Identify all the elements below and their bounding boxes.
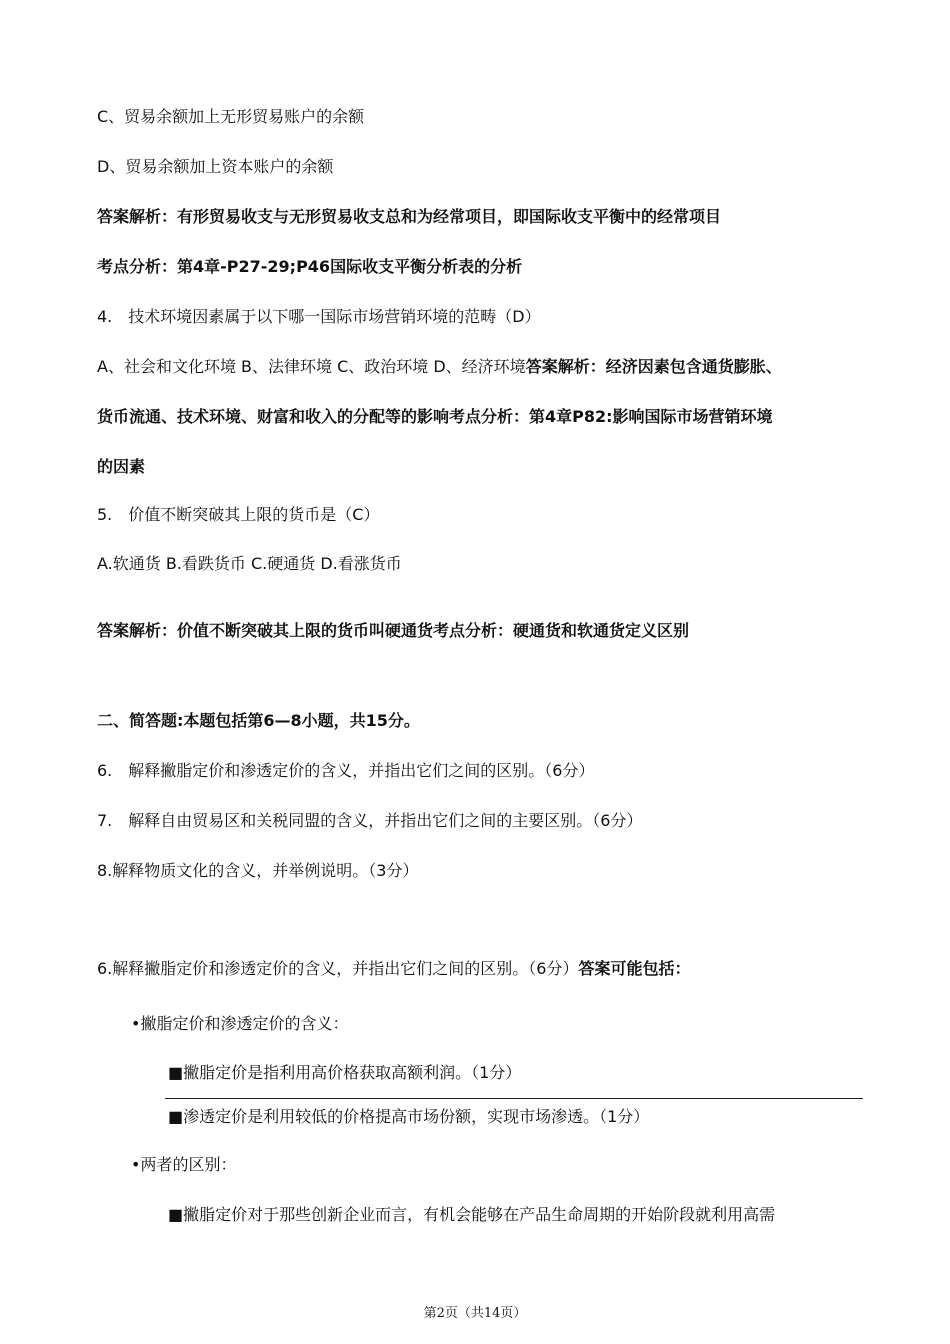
answer-analysis-q4-end: 的因素 [97,457,146,476]
sub-bullet-penetration: ■渗透定价是利用较低的价格提高市场份额，实现市场渗透。（1分） [168,1107,650,1126]
option-d: D、贸易余额加上资本账户的余额 [97,157,334,176]
bullet-differences: •两者的区别： [131,1155,237,1174]
question-6: 6. 解释撇脂定价和渗透定价的含义，并指出它们之间的区别。（6分） [97,761,595,780]
answer-label: 答案可能包括： [578,959,691,978]
question-5: 5. 价值不断突破其上限的货币是（C） [97,505,380,524]
question-6-answer-line [97,957,690,981]
sub-bullet-skimming: ■撇脂定价是指利用高价格获取高额利润。（1分） [168,1063,522,1082]
page-footer: 第2页（共14页） [423,1306,527,1321]
question-4: 4. 技术环境因素属于以下哪一国际市场营销环境的范畴（D） [97,307,541,326]
answer-analysis-q5: 答案解析：价值不断突破其上限的货币叫硬通货考点分析：硬通货和软通货定义区别 [97,621,690,640]
divider-line [165,1098,863,1099]
question-8: 8.解释物质文化的含义，并举例说明。（3分） [97,861,419,880]
question-4-options: A、社会和文化环境 B、法律环境 C、政治环境 D、经济环境 [97,357,526,376]
sub-bullet-difference-1: ■撇脂定价对于那些创新企业而言，有机会能够在产品生命周期的开始阶段就利用高需 [168,1205,776,1224]
question-7: 7. 解释自由贸易区和关税同盟的含义，并指出它们之间的主要区别。（6分） [97,811,643,830]
key-point-q3: 考点分析：第4章-P27-29;P46国际收支平衡分析表的分析 [97,257,523,276]
bullet-definitions: •撇脂定价和渗透定价的含义： [131,1014,349,1033]
answer-analysis-q4-start: 答案解析：经济因素包含通货膨胀、 [525,357,782,376]
answer-analysis-q3: 答案解析：有形贸易收支与无形贸易收支总和为经常项目，即国际收支平衡中的经常项目 [97,207,722,226]
question-5-options: A.软通货 B.看跌货币 C.硬通货 D.看涨货币 [97,554,402,573]
answer-analysis-q4-cont: 货币流通、技术环境、财富和收入的分配等的影响考点分析：第4章P82:影响国际市场营销环境 [97,407,773,426]
section-heading-short-answer: 二、简答题:本题包括第6—8小题，共15分。 [97,711,420,730]
question-6-repeat: 6.解释撇脂定价和渗透定价的含义，并指出它们之间的区别。（6分） [97,959,579,978]
question-4-options-line [97,355,782,379]
option-c: C、贸易余额加上无形贸易账户的余额 [97,107,365,126]
